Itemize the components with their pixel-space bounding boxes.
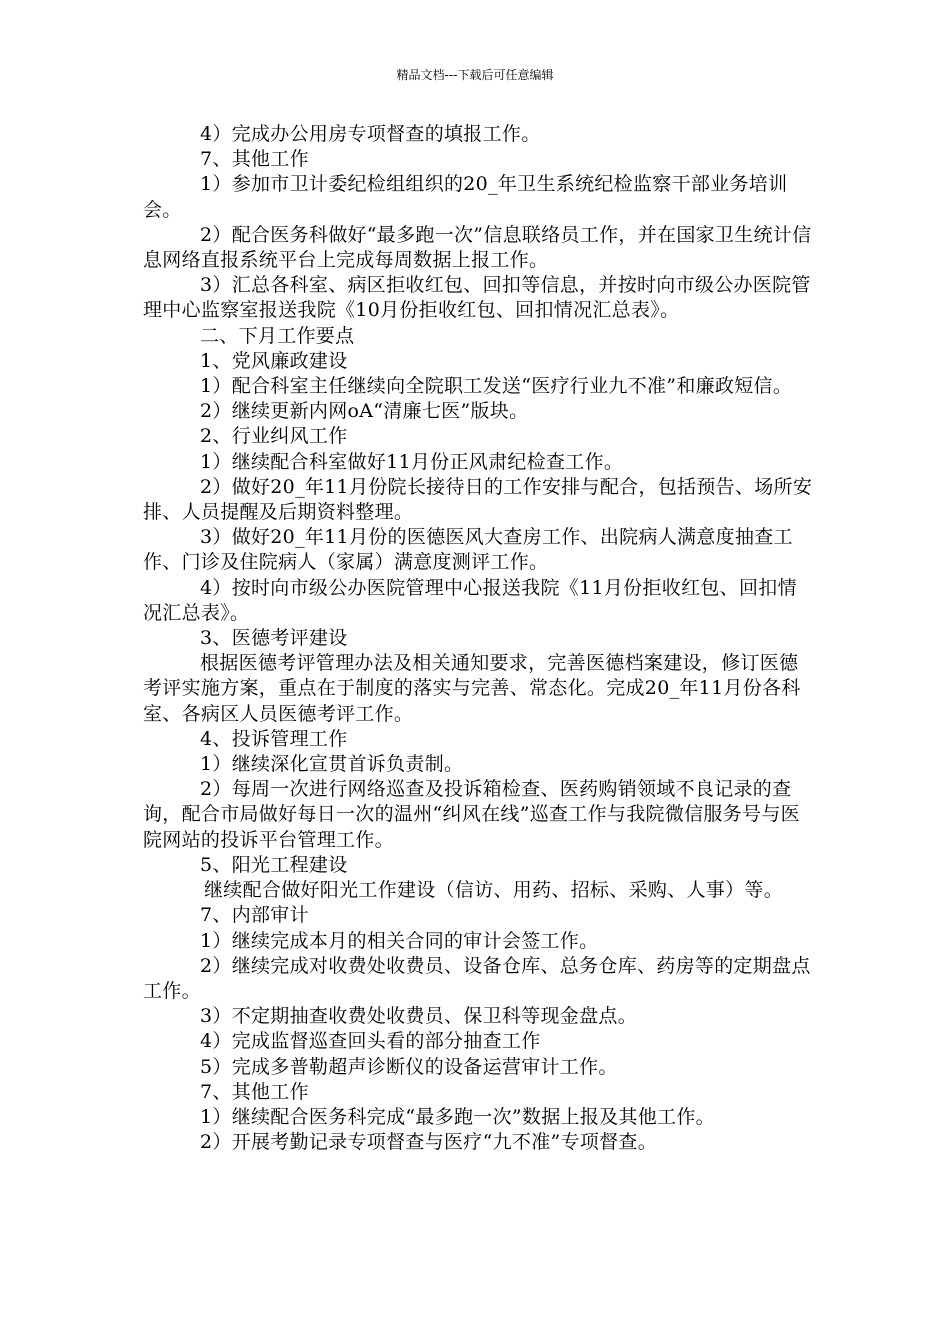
section-heading: 5、阳光工程建设 <box>200 853 348 876</box>
paragraph: 2）开展考勤记录专项督查与医疗“九不准”专项督查。 <box>200 1131 658 1154</box>
paragraph: 1）继续完成本月的相关合同的审计会签工作。 <box>200 929 599 952</box>
paragraph: 1）配合科室主任继续向全院职工发送“医疗行业九不准”和廉政短信。 <box>200 375 793 398</box>
section-heading: 7、其他工作 <box>200 148 309 171</box>
section-heading: 7、内部审计 <box>200 904 309 927</box>
paragraph: 2）每周一次进行网络巡查及投诉箱检查、医药购销领域不良记录的查询，配合市局做好每日一次的温州“纠风在线”巡查工作与我院微信服务号与医院网站的投诉平台管理工作。 <box>143 778 800 851</box>
paragraph: 4）完成监督巡查回头看的部分抽查工作 <box>200 1030 541 1053</box>
paragraph: 2）继续完成对收费处收费员、设备仓库、总务仓库、药房等的定期盘点工作。 <box>143 954 811 1002</box>
paragraph: 2）做好20_年11月份院长接待日的工作安排与配合，包括预告、场所安排、人员提醒及后期资料整理。 <box>143 475 813 524</box>
section-heading: 7、其他工作 <box>200 1080 309 1103</box>
paragraph: 3）汇总各科室、病区拒收红包、回扣等信息，并按时向市级公办医院管理中心监察室报送我院《10月份拒收红包、回扣情况汇总表》。 <box>143 274 811 322</box>
section-heading: 2、行业纠风工作 <box>200 425 348 448</box>
paragraph: 5）完成多普勒超声诊断仪的设备运营审计工作。 <box>200 1055 618 1078</box>
section-heading: 二、下月工作要点 <box>200 324 355 347</box>
paragraph: 2）配合医务科做好“最多跑一次”信息联络员工作，并在国家卫生统计信息网络直报系统平台上完成每周数据上报工作。 <box>143 223 812 272</box>
section-heading: 3、医德考评建设 <box>200 627 348 650</box>
paragraph: 2）继续更新内网oA“清廉七医”版块。 <box>200 400 529 423</box>
paragraph: 根据医德考评管理办法及相关通知要求，完善医德档案建设，修订医德考评实施方案，重点在于制度的落实与完善、常态化。完成20_年11月份各科室、各病区人员医德考评工作。 <box>143 652 801 725</box>
paragraph: 3）不定期抽查收费处收费员、保卫科等现金盘点。 <box>200 1005 637 1028</box>
section-heading: 1、党风廉政建设 <box>200 349 348 372</box>
paragraph: 3）做好20_年11月份的医德医风大查房工作、出院病人满意度抽查工作、门诊及住院病人（家属）满意度测评工作。 <box>143 526 793 574</box>
paragraph: 1）继续配合医务科完成“最多跑一次”数据上报及其他工作。 <box>200 1105 715 1128</box>
document-body <box>143 122 813 1155</box>
paragraph: 4）完成办公用房专项督查的填报工作。 <box>200 123 541 145</box>
paragraph: 继续配合做好阳光工作建设（信访、用药、招标、采购、人事）等。 <box>204 879 784 902</box>
section-heading: 4、投诉管理工作 <box>200 727 348 750</box>
page-header: 精品文档---下载后可任意编辑 <box>396 68 554 82</box>
paragraph: 1）继续配合科室做好11月份正风肃纪检查工作。 <box>200 450 624 473</box>
paragraph: 1）参加市卫计委纪检组组织的20_年卫生系统纪检监察干部业务培训会。 <box>143 173 788 221</box>
paragraph: 4）按时向市级公办医院管理中心报送我院《11月份拒收红包、回扣情况汇总表》。 <box>143 576 797 624</box>
paragraph: 1）继续深化宣贯首诉负责制。 <box>200 753 464 776</box>
